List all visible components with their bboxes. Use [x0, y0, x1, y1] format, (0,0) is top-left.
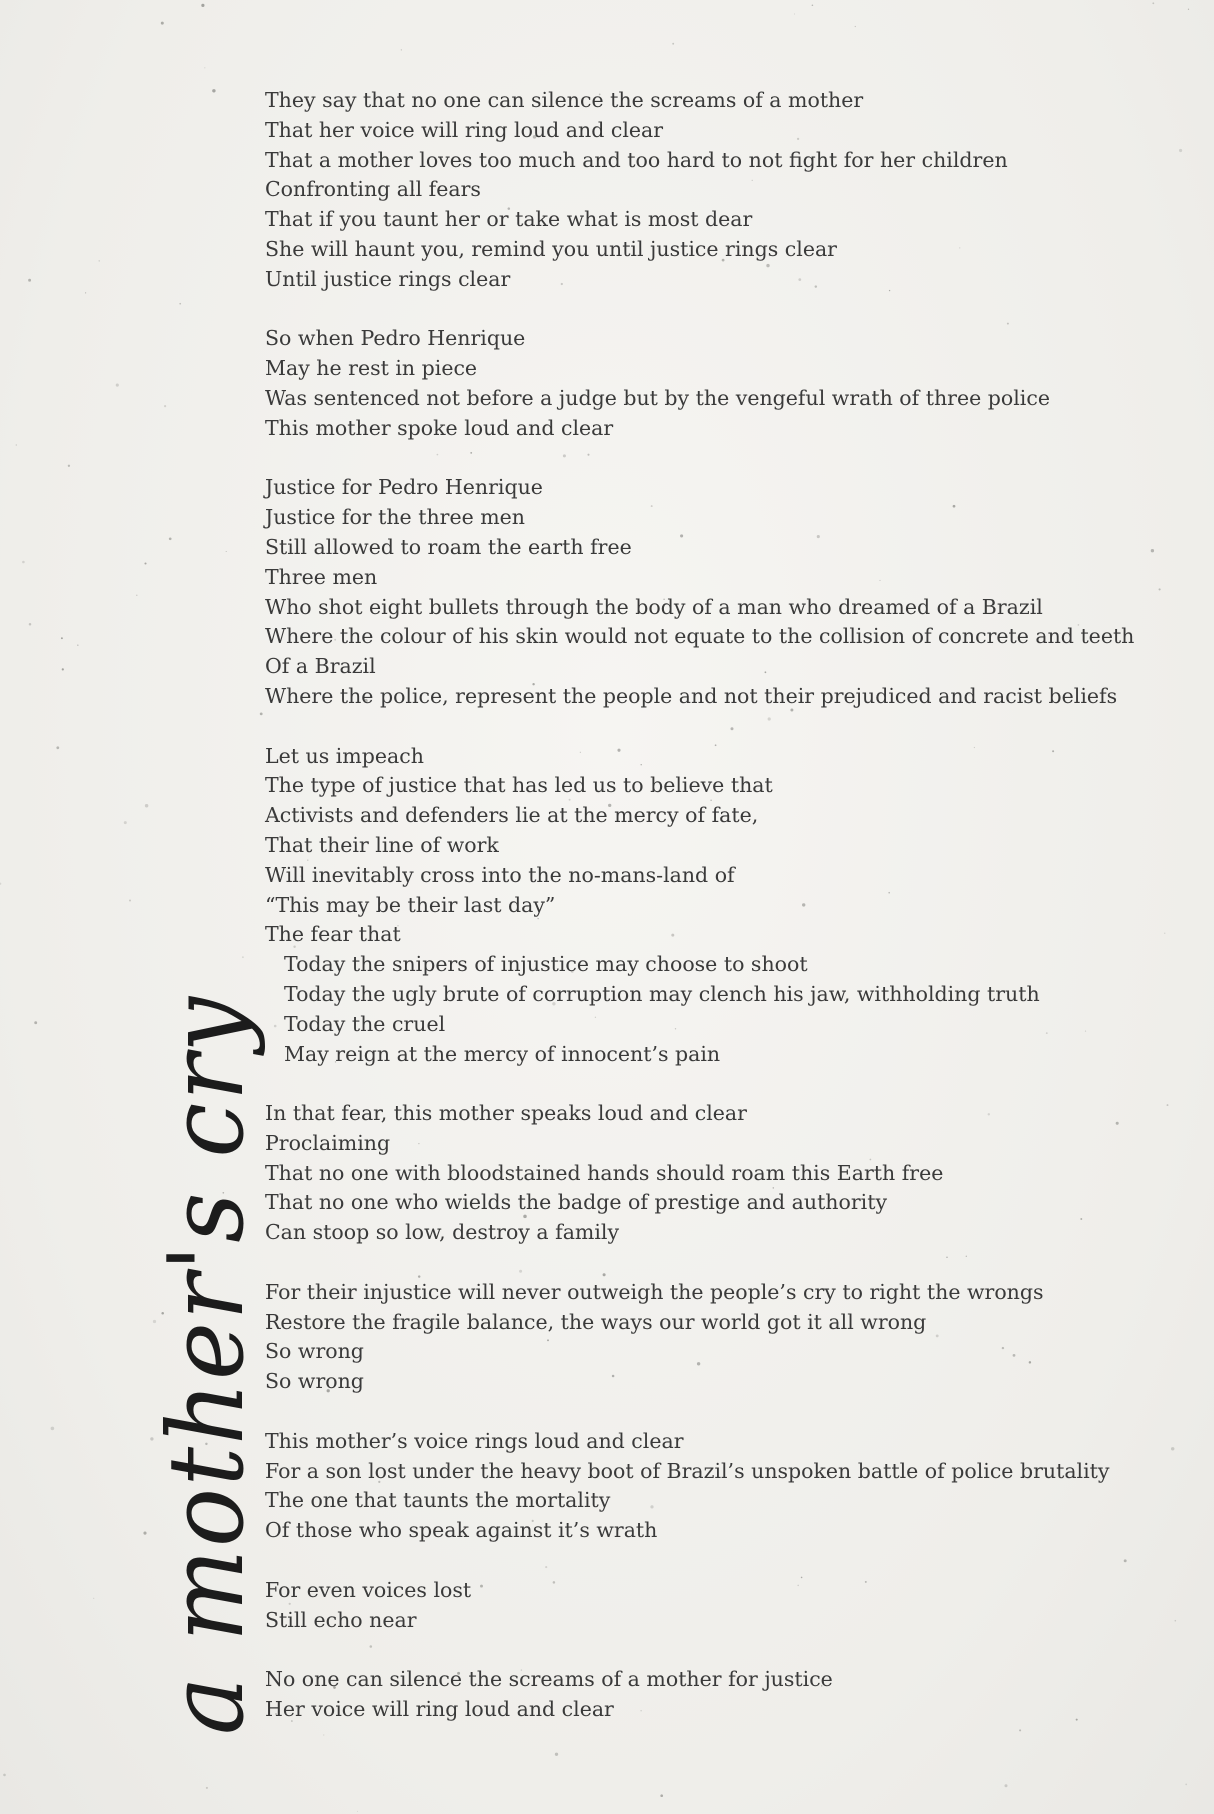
poem-line: Who shot eight bullets through the body of a man who dreamed of a Brazil	[265, 594, 1043, 619]
poem-line: Today the cruel	[284, 1011, 446, 1036]
paper-speck	[555, 1753, 558, 1756]
poem-line: Justice for Pedro Henrique	[265, 475, 543, 500]
poem-line: May he rest in piece	[265, 356, 478, 381]
poem-line: This mother’s voice rings loud and clear	[265, 1428, 684, 1453]
poem-line: Activists and defenders lie at the mercy of fate,	[265, 803, 759, 828]
stanza	[265, 1099, 1185, 1248]
poem-line: So wrong	[265, 1369, 364, 1394]
poem-line: Three men	[265, 564, 378, 589]
paper-speck	[201, 4, 204, 7]
paper-speck	[3, 1774, 6, 1777]
poem-line: For even voices lost	[265, 1577, 472, 1602]
poem-line: She will haunt you, remind you until justice rings clear	[265, 236, 837, 261]
poem-line: The one that taunts the mortality	[265, 1488, 611, 1513]
paper-speck	[68, 465, 70, 467]
poem-line: That no one with bloodstained hands should roam this Earth free	[265, 1160, 944, 1185]
paper-speck	[1019, 1729, 1021, 1731]
poem-line: Of a Brazil	[265, 654, 376, 679]
paper-speck	[29, 623, 32, 626]
poem-line: May reign at the mercy of innocent’s pain	[284, 1041, 721, 1066]
paper-speck	[323, 1734, 324, 1735]
poem-line: Still echo near	[265, 1607, 417, 1632]
paper-speck	[1185, 1784, 1187, 1786]
paper-speck	[242, 956, 244, 958]
poem-line: This mother spoke loud and clear	[265, 415, 614, 440]
poem-line: In that fear, this mother speaks loud and clear	[265, 1101, 747, 1126]
poem-line: Of those who speak against it’s wrath	[265, 1518, 658, 1543]
stanza	[265, 324, 1185, 443]
paper-speck	[794, 13, 795, 14]
paper-speck	[34, 1021, 37, 1024]
poem-line: Until justice rings clear	[265, 266, 511, 291]
poem-line: For a son lost under the heavy boot of Brazil’s unspoken battle of police brutality	[265, 1458, 1110, 1483]
poem-line: Confronting all fears	[265, 177, 481, 202]
poem-line: So wrong	[265, 1339, 364, 1364]
poem-line: That their line of work	[265, 832, 499, 857]
paper-speck	[204, 67, 205, 68]
paper-speck	[164, 405, 166, 407]
paper-speck	[357, 1811, 358, 1812]
paper-speck	[260, 713, 263, 716]
poem-line: Today the snipers of injustice may choose to shoot	[284, 952, 808, 977]
poem-line: Proclaiming	[265, 1130, 391, 1155]
paper-speck	[99, 260, 100, 261]
stanza	[265, 1665, 1185, 1725]
paper-speck	[812, 5, 814, 7]
paper-speck	[28, 279, 31, 282]
poem-line: For their injustice will never outweigh the people’s cry to right the wrongs	[265, 1279, 1044, 1304]
paper-speck	[206, 1787, 208, 1789]
paper-speck	[401, 49, 402, 50]
poem-line: Where the police, represent the people and not their prejudiced and racist beliefs	[265, 683, 1118, 708]
paper-speck	[179, 303, 181, 305]
stanza	[265, 1427, 1185, 1546]
paper-speck	[51, 1427, 55, 1431]
poem-line: They say that no one can silence the screams of a mother	[265, 88, 864, 112]
paper-speck	[161, 22, 164, 25]
stanza	[265, 86, 1185, 295]
paper-speck	[212, 89, 215, 92]
paper-speck	[145, 804, 148, 807]
poem-line: That if you taunt her or take what is most dear	[265, 207, 753, 232]
poem-line: The fear that	[265, 922, 401, 947]
paper-speck	[136, 595, 137, 596]
poem-line: No one can silence the screams of a mother for justice	[265, 1667, 833, 1692]
poem-line: The type of justice that has led us to believe that	[265, 773, 773, 798]
paper-speck	[56, 746, 59, 749]
poem-body	[265, 86, 1185, 1725]
paper-speck	[85, 292, 86, 293]
poem-line: Still allowed to roam the earth free	[265, 534, 632, 559]
paper-speck	[22, 561, 25, 564]
paper-speck	[61, 637, 63, 639]
stanza	[265, 473, 1185, 711]
poem-line: Today the ugly brute of corruption may clench his jaw, withholding truth	[284, 981, 1040, 1006]
paper-speck	[16, 444, 17, 445]
poem-line: Restore the fragile balance, the ways our world got it all wrong	[265, 1309, 927, 1334]
title-script	[145, 948, 290, 1740]
paper-speck	[144, 562, 146, 564]
stanza	[265, 1576, 1185, 1636]
poem-line: Will inevitably cross into the no-mans-land of	[265, 862, 735, 887]
paper-speck	[62, 668, 64, 670]
paper-speck	[0, 883, 1, 885]
paper-speck	[855, 26, 856, 27]
poem-line: Her voice will ring loud and clear	[265, 1697, 614, 1722]
poem-line: Justice for the three men	[265, 505, 525, 530]
paper-speck	[169, 537, 172, 540]
paper-speck	[93, 1598, 94, 1599]
stanza	[265, 742, 1185, 1070]
paper-speck	[116, 384, 119, 387]
poem-line: Was sentenced not before a judge but by the vengeful wrath of three police	[265, 385, 1050, 410]
poem-line: So when Pedro Henrique	[265, 326, 526, 351]
paper-speck	[1188, 9, 1189, 10]
paper-speck	[77, 644, 79, 646]
poem-line: Where the colour of his skin would not equate to the collision of concrete and teeth	[265, 624, 1135, 649]
paper-speck	[1152, 2, 1154, 4]
poem-line: That no one who wields the badge of prestige and authority	[265, 1190, 888, 1215]
poem-title: a mother's cry	[145, 948, 267, 1735]
poem-line: Can stoop so low, destroy a family	[265, 1220, 620, 1245]
paper-speck	[226, 551, 227, 552]
poem-line: That her voice will ring loud and clear	[265, 117, 664, 142]
poem-line: That a mother loves too much and too hard to not fight for her children	[265, 147, 1008, 172]
paper-speck	[672, 43, 674, 45]
paper-speck	[124, 821, 127, 824]
poem-line: “This may be their last day”	[265, 892, 556, 917]
paper-speck	[129, 899, 131, 901]
paper-speck	[660, 1794, 663, 1797]
poem-line: Let us impeach	[265, 743, 424, 768]
paper-speck	[1005, 1784, 1008, 1787]
stanza	[265, 1278, 1185, 1397]
